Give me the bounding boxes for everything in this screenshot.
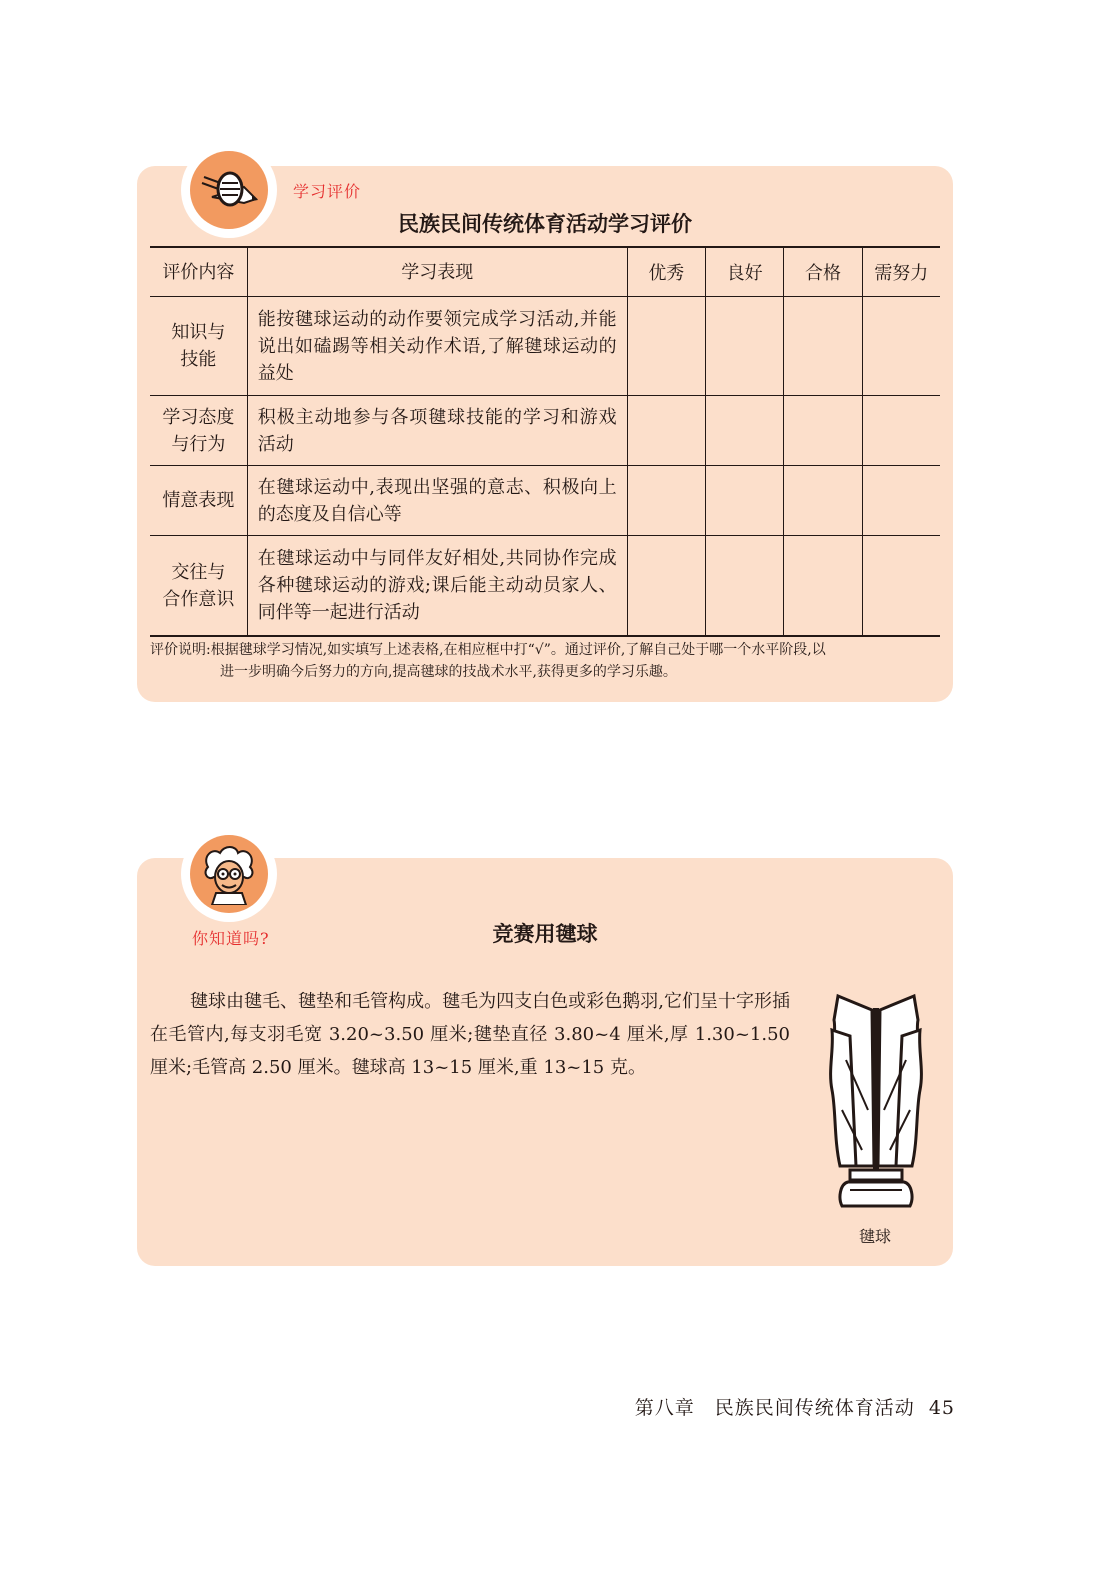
performance-cell: 在毽球运动中,表现出坚强的意志、积极向上的态度及自信心等 [247, 466, 627, 536]
header-needs-effort: 需努力 [862, 247, 940, 297]
grade-cell[interactable] [862, 466, 940, 536]
category-cell: 知识与 技能 [150, 297, 247, 396]
table-row [150, 466, 940, 536]
grade-cell[interactable] [705, 536, 783, 637]
chapter-number: 第八章 [634, 1397, 695, 1419]
grade-cell[interactable] [784, 396, 862, 466]
grade-cell[interactable] [705, 396, 783, 466]
note-line-1: 评价说明:根据毽球学习情况,如实填写上述表格,在相应框中打“√”。通过评价,了解自己处于哪一个水平阶段,以 [150, 642, 826, 658]
did-you-know-body: 毽球由毽毛、毽垫和毛管构成。毽毛为四支白色或彩色鹅羽,它们呈十字形插在毛管内,每支羽毛宽 3.20~3.50 厘米;毽垫直径 3.80~4 厘米,厚 1.30~1.50 厘米;毛管高 2.50 厘米。毽球高 13~15 厘米,重 13~15 克。 [150, 991, 790, 1078]
grade-cell[interactable] [705, 297, 783, 396]
header-good: 良好 [705, 247, 783, 297]
grade-cell[interactable] [862, 297, 940, 396]
chapter-title: 民族民间传统体育活动 [714, 1397, 915, 1419]
grade-cell[interactable] [862, 396, 940, 466]
grade-cell[interactable] [784, 297, 862, 396]
grade-cell[interactable] [627, 466, 705, 536]
did-you-know-badge [181, 826, 277, 922]
evaluation-table [150, 246, 940, 637]
category-cell: 学习态度 与行为 [150, 396, 247, 466]
header-pass: 合格 [784, 247, 862, 297]
table-header-row [150, 247, 940, 297]
header-content: 评价内容 [150, 247, 247, 297]
evaluation-tag: 学习评价 [293, 182, 362, 201]
grade-cell[interactable] [705, 466, 783, 536]
performance-cell: 在毽球运动中与同伴友好相处,共同协作完成各种毽球运动的游戏;课后能主动动员家人、同伴等一起进行活动 [247, 536, 627, 637]
grade-cell[interactable] [862, 536, 940, 637]
figure-caption: 毽球 [859, 1227, 892, 1246]
page-number: 45 [928, 1397, 955, 1419]
professor-icon [198, 843, 260, 905]
page-footer [635, 1393, 955, 1420]
category-cell: 交往与 合作意识 [150, 536, 247, 637]
grade-cell[interactable] [784, 536, 862, 637]
evaluation-note [150, 639, 942, 683]
shuttlecock-icon [826, 990, 926, 1210]
grade-cell[interactable] [627, 536, 705, 637]
grade-cell[interactable] [627, 396, 705, 466]
performance-cell: 积极主动地参与各项毽球技能的学习和游戏活动 [247, 396, 627, 466]
note-line-2: 进一步明确今后努力的方向,提高毽球的技战术水平,获得更多的学习乐趣。 [220, 664, 677, 680]
header-performance: 学习表现 [247, 247, 627, 297]
table-row [150, 536, 940, 637]
table-row [150, 396, 940, 466]
evaluation-title: 民族民间传统体育活动学习评价 [398, 212, 692, 236]
table-row [150, 297, 940, 396]
performance-cell: 能按毽球运动的动作要领完成学习活动,并能说出如磕踢等相关动作术语,了解毽球运动的益处 [247, 297, 627, 396]
header-excellent: 优秀 [627, 247, 705, 297]
did-you-know-tag: 你知道吗? [192, 929, 270, 948]
grade-cell[interactable] [784, 466, 862, 536]
category-cell: 情意表现 [150, 466, 247, 536]
did-you-know-title: 竞赛用毽球 [492, 922, 598, 946]
grade-cell[interactable] [627, 297, 705, 396]
